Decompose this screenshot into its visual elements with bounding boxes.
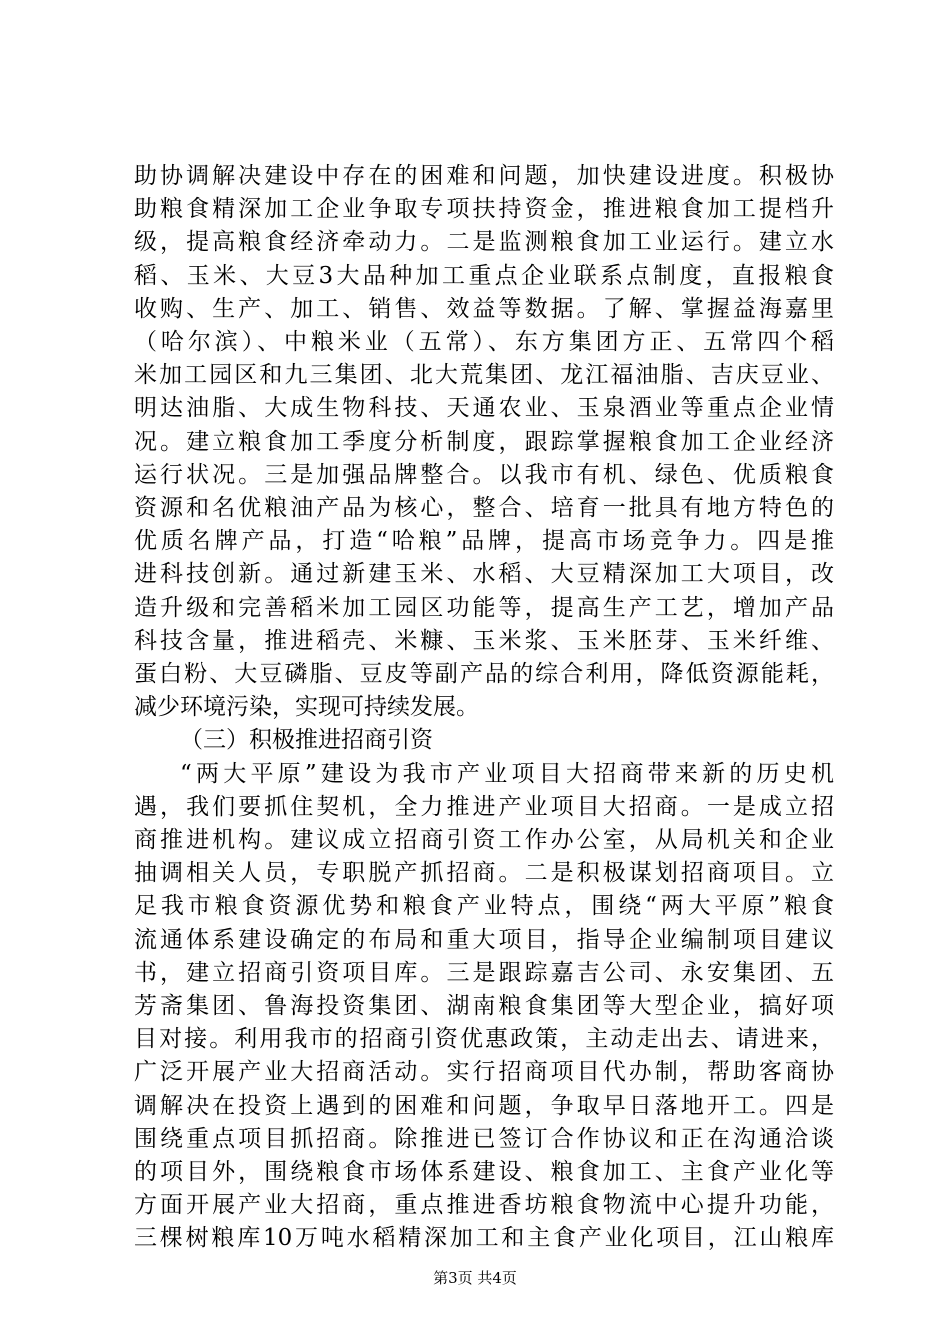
text-line: 三棵树粮库10万吨水稻精深加工和主食产业化项目，江山粮库: [134, 1225, 834, 1252]
text-line: 书，建立招商引资项目库。三是跟踪嘉吉公司、永安集团、五: [134, 959, 834, 986]
text-line: 米加工园区和九三集团、北大荒集团、龙江福油脂、吉庆豆业、: [134, 362, 834, 389]
text-line: 运行状况。三是加强品牌整合。以我市有机、绿色、优质粮食: [134, 461, 834, 488]
text-line: “两大平原”建设为我市产业项目大招商带来新的历史机: [180, 760, 834, 787]
text-line: 收购、生产、加工、销售、效益等数据。了解、掌握益海嘉里: [134, 295, 834, 322]
text-line: 蛋白粉、大豆磷脂、豆皮等副产品的综合利用，降低资源能耗，: [134, 661, 834, 687]
text-line: 调解决在投资上遇到的困难和问题，争取早日落地开工。四是: [134, 1092, 834, 1119]
text-line: 明达油脂、大成生物科技、天通农业、玉泉酒业等重点企业情: [134, 395, 834, 422]
text-line: 足我市粮食资源优势和粮食产业特点，围绕“两大平原”粮食: [134, 893, 834, 920]
text-line: 流通体系建设确定的布局和重大项目，指导企业编制项目建议: [134, 926, 834, 953]
text-line: 稻、玉米、大豆3大品种加工重点企业联系点制度，直报粮食: [134, 262, 834, 289]
text-line: 造升级和完善稻米加工园区功能等，提高生产工艺，增加产品: [134, 594, 834, 621]
text-line: 芳斋集团、鲁海投资集团、湖南粮食集团等大型企业，搞好项: [134, 993, 834, 1019]
text-line: 的项目外，围绕粮食市场体系建设、粮食加工、主食产业化等: [134, 1159, 834, 1185]
section-heading: （三）积极推进招商引资: [180, 727, 433, 754]
text-line: 抽调相关人员，专职脱产抓招商。二是积极谋划招商项目。立: [134, 860, 834, 887]
text-line: 优质名牌产品，打造“哈粮”品牌，提高市场竞争力。四是推: [134, 528, 834, 555]
text-line: （哈尔滨）、中粮米业（五常）、东方集团方正、五常四个稻: [134, 329, 834, 355]
text-line: 助协调解决建设中存在的困难和问题，加快建设进度。积极协: [134, 163, 834, 189]
text-line: 进科技创新。通过新建玉米、水稻、大豆精深加工大项目，改: [134, 561, 834, 588]
text-line: 广泛开展产业大招商活动。实行招商项目代办制，帮助客商协: [134, 1059, 834, 1086]
text-line: 目对接。利用我市的招商引资优惠政策，主动走出去、请进来，: [134, 1026, 834, 1053]
page-footer: 第3页 共4页: [433, 1269, 517, 1287]
text-line: 资源和名优粮油产品为核心，整合、培育一批具有地方特色的: [134, 495, 834, 521]
text-line: 方面开展产业大招商，重点推进香坊粮食物流中心提升功能，: [134, 1192, 834, 1219]
text-line: 减少环境污染，实现可持续发展。: [134, 694, 479, 721]
text-line: 围绕重点项目抓招商。除推进已签订合作协议和正在沟通洽谈: [134, 1125, 834, 1152]
text-line: 遇，我们要抓住契机，全力推进产业项目大招商。一是成立招: [134, 793, 834, 820]
text-line: 级，提高粮食经济牵动力。二是监测粮食加工业运行。建立水: [134, 229, 834, 256]
text-line: 科技含量，推进稻壳、米糠、玉米浆、玉米胚芽、玉米纤维、: [134, 627, 834, 654]
text-line: 助粮食精深加工企业争取专项扶持资金，推进粮食加工提档升: [134, 196, 834, 223]
text-line: 况。建立粮食加工季度分析制度，跟踪掌握粮食加工企业经济: [134, 428, 834, 455]
text-line: 商推进机构。建议成立招商引资工作办公室，从局机关和企业: [134, 827, 834, 853]
